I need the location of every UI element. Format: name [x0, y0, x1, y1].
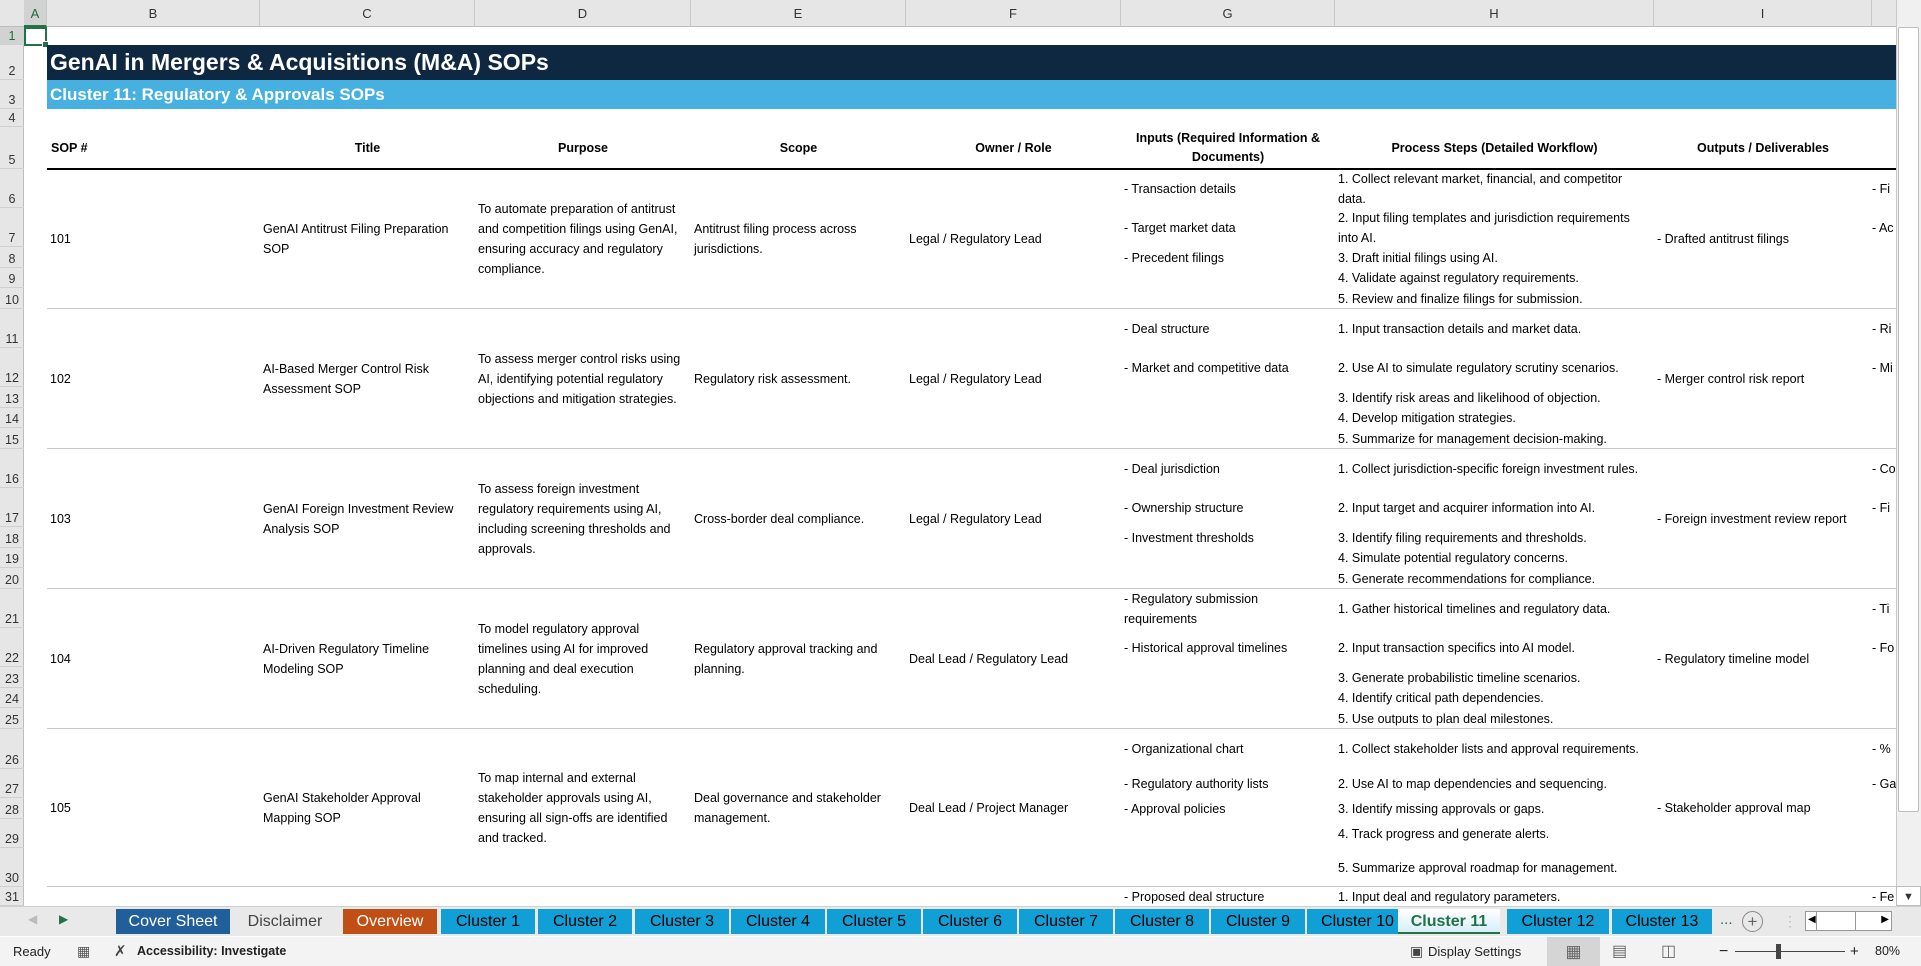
row-header-19[interactable]: 19: [0, 548, 24, 568]
sop-scope: Cross-border deal compliance.: [694, 512, 865, 526]
zoom-slider-thumb[interactable]: [1776, 944, 1781, 959]
add-sheet-icon[interactable]: +: [1742, 911, 1763, 932]
sheet-tab-cluster-12[interactable]: Cluster 12: [1507, 909, 1609, 934]
status-ready: Ready: [13, 944, 51, 959]
zoom-level[interactable]: 80%: [1875, 944, 1901, 958]
process-step: 4. Develop mitigation strategies.: [1338, 411, 1516, 425]
process-step: 2. Use AI to simulate regulatory scrutiny scenarios.: [1338, 360, 1619, 375]
row-header-9[interactable]: 9: [0, 268, 24, 288]
sop-number: 101: [50, 232, 71, 246]
page-layout-view-icon[interactable]: ▤: [1612, 943, 1628, 960]
normal-view-icon[interactable]: ▦: [1547, 937, 1600, 966]
input-item: - Historical approval timelines: [1124, 640, 1288, 655]
sheet-tab-cluster-6[interactable]: Cluster 6: [923, 909, 1017, 934]
sop-purpose: To automate preparation of antitrust and competition filings using GenAI, ensuring accuracy and regulatory compliance.: [478, 202, 678, 276]
header-steps: Process Steps (Detailed Workflow): [1391, 140, 1598, 155]
row-header-24[interactable]: 24: [0, 688, 24, 708]
process-step: 1. Input transaction details and market data.: [1338, 321, 1582, 336]
process-step: 2. Input transaction specifics into AI model.: [1338, 640, 1575, 655]
page-break-view-icon[interactable]: ◫: [1661, 943, 1677, 960]
row-header-29[interactable]: 29: [0, 819, 24, 848]
sop-purpose: To map internal and external stakeholder approvals using AI, ensuring all sign-offs are identified and tracked.: [478, 771, 668, 845]
input-item: - Investment thresholds: [1124, 530, 1254, 545]
column-header-b[interactable]: B: [47, 0, 260, 27]
row-headers: [0, 27, 24, 906]
row-header-25[interactable]: 25: [0, 708, 24, 729]
column-header-d[interactable]: D: [475, 0, 691, 27]
sop-title: GenAI Stakeholder Approval Mapping SOP: [263, 791, 421, 825]
zoom-out-button[interactable]: −: [1719, 943, 1729, 960]
sop-title: AI-Driven Regulatory Timeline Modeling SOP: [263, 642, 430, 676]
sop-scope: Regulatory approval tracking and planning.: [694, 642, 878, 676]
vertical-scroll-thumb[interactable]: [1898, 27, 1919, 812]
sop-owner: Legal / Regulatory Lead: [909, 372, 1042, 386]
process-step: 4. Validate against regulatory requirements.: [1338, 271, 1579, 285]
input-item: - Regulatory authority lists: [1124, 776, 1269, 791]
next-column-clipped: - Ti: [1872, 601, 1890, 616]
next-column-clipped: - Ac: [1872, 220, 1894, 235]
row-header-14[interactable]: 14: [0, 408, 24, 428]
process-step: 1. Collect stakeholder lists and approval requirements.: [1338, 742, 1639, 756]
sheet-tab-cluster-11[interactable]: Cluster 11: [1398, 909, 1500, 934]
accessibility-status[interactable]: Accessibility: Investigate: [137, 944, 287, 958]
display-settings-icon[interactable]: ▣: [1410, 943, 1424, 959]
row-header-18[interactable]: 18: [0, 527, 24, 548]
process-step: 1. Input deal and regulatory parameters.: [1338, 889, 1561, 904]
row-header-20[interactable]: 20: [0, 568, 24, 589]
process-step: 3. Draft initial filings using AI.: [1338, 250, 1498, 265]
row-header-17[interactable]: 17: [0, 488, 24, 527]
sop-scope: Regulatory risk assessment.: [694, 372, 852, 386]
input-item: - Approval policies: [1124, 801, 1226, 816]
row-header-15[interactable]: 15: [0, 428, 24, 449]
header-inputs: Inputs (Required Information & Documents): [1135, 131, 1321, 164]
row-header-16[interactable]: 16: [0, 449, 24, 488]
scroll-left-arrow-icon[interactable]: ◀: [1808, 914, 1816, 925]
more-tabs[interactable]: ...: [1720, 911, 1733, 928]
process-step: 2. Input filing templates and jurisdiction requirements into AI.: [1338, 210, 1630, 245]
display-settings-button[interactable]: Display Settings: [1428, 944, 1522, 959]
scroll-down-arrow-icon[interactable]: ▼: [1896, 886, 1921, 906]
header-sop: SOP #: [51, 140, 88, 155]
row-header-3[interactable]: 3: [0, 80, 24, 109]
sop-owner: Deal Lead / Regulatory Lead: [909, 652, 1069, 666]
row-header-13[interactable]: 13: [0, 387, 24, 408]
process-step: 4. Track progress and generate alerts.: [1338, 826, 1550, 841]
header-purpose: Purpose: [557, 140, 608, 155]
sheet-tab-cover-sheet[interactable]: Cover Sheet: [116, 909, 230, 934]
column-header-h[interactable]: H: [1335, 0, 1654, 27]
sheet-tab-cluster-10[interactable]: Cluster 10: [1307, 909, 1408, 934]
sop-purpose: To model regulatory approval timelines using AI for improved planning and deal execution scheduling.: [478, 622, 649, 696]
row-header-4[interactable]: 4: [0, 109, 24, 127]
process-step: 3. Identify filing requirements and thresholds.: [1338, 530, 1587, 545]
next-column-clipped: - Ri: [1872, 321, 1892, 336]
next-column-clipped: - %: [1872, 742, 1891, 756]
sop-owner: Legal / Regulatory Lead: [909, 512, 1042, 526]
row-header-6[interactable]: 6: [0, 169, 24, 208]
scroll-right-arrow-icon[interactable]: ▶: [1881, 914, 1889, 925]
sop-output: - Merger control risk report: [1657, 372, 1805, 386]
process-step: 5. Summarize approval roadmap for management.: [1338, 860, 1618, 875]
selected-cell-a1[interactable]: [24, 27, 47, 46]
process-step: 4. Identify critical path dependencies.: [1338, 691, 1544, 705]
horizontal-scroll-thumb[interactable]: [1816, 912, 1856, 930]
process-step: 5. Generate recommendations for compliance.: [1338, 571, 1596, 586]
sheet-tab-overview[interactable]: Overview: [343, 909, 437, 934]
sheet-subtitle: Cluster 11: Regulatory & Approvals SOPs: [47, 80, 1896, 109]
next-column-clipped: - Fe: [1872, 889, 1895, 904]
sheet-tab-cluster-8[interactable]: Cluster 8: [1115, 909, 1209, 934]
zoom-slider[interactable]: [1735, 951, 1845, 952]
sop-number: 104: [50, 652, 71, 666]
column-header-i[interactable]: I: [1654, 0, 1872, 27]
row-header-28[interactable]: 28: [0, 798, 24, 819]
next-column-clipped: - Ga: [1872, 776, 1896, 791]
sop-output: - Stakeholder approval map: [1657, 801, 1811, 815]
header-scope: Scope: [779, 140, 818, 155]
next-column-clipped: - Mi: [1872, 360, 1893, 375]
macro-record-icon[interactable]: ▦: [77, 943, 91, 959]
sop-purpose: To assess foreign investment regulatory requirements using AI, including screening thresholds and approvals.: [478, 482, 671, 556]
next-column-clipped: - Fi: [1872, 181, 1891, 196]
tab-scroll-right-icon[interactable]: ▶: [59, 912, 69, 926]
input-item: - Precedent filings: [1124, 250, 1225, 265]
header-outputs: Outputs / Deliverables: [1697, 140, 1829, 155]
sop-number: 105: [50, 801, 71, 815]
process-step: 5. Review and finalize filings for submission.: [1338, 291, 1583, 306]
sop-owner: Legal / Regulatory Lead: [909, 232, 1042, 246]
row-header-23[interactable]: 23: [0, 667, 24, 688]
sop-title: GenAI Foreign Investment Review Analysis SOP: [263, 502, 454, 536]
sheet-tab-cluster-7[interactable]: Cluster 7: [1019, 909, 1113, 934]
input-item: - Target market data: [1124, 220, 1236, 235]
row-header-7[interactable]: 7: [0, 208, 24, 247]
input-item: - Deal structure: [1124, 321, 1210, 336]
process-step: 1. Collect jurisdiction-specific foreign investment rules.: [1338, 461, 1639, 476]
sop-purpose: To assess merger control risks using AI, identifying potential regulatory objections and mitigation strategies.: [478, 352, 681, 406]
row-header-5[interactable]: 5: [0, 127, 24, 169]
splitter-handle[interactable]: ⋮: [1783, 913, 1797, 929]
row-header-2[interactable]: 2: [0, 45, 24, 80]
row-header-31[interactable]: 31: [0, 887, 24, 906]
accessibility-icon[interactable]: ✗: [114, 943, 127, 960]
column-header-f[interactable]: F: [906, 0, 1121, 27]
sheet-tab-cluster-1[interactable]: Cluster 1: [441, 909, 535, 934]
row-header-12[interactable]: 12: [0, 348, 24, 387]
sop-title: AI-Based Merger Control Risk Assessment SOP: [263, 362, 430, 396]
tab-scroll-left-icon[interactable]: ◀: [28, 912, 38, 926]
column-header-e[interactable]: E: [691, 0, 906, 27]
input-item: - Deal jurisdiction: [1124, 461, 1220, 476]
next-column-clipped: - Fo: [1872, 640, 1895, 655]
process-step: 5. Summarize for management decision-making.: [1338, 431, 1607, 446]
process-step: 3. Identify missing approvals or gaps.: [1338, 801, 1545, 816]
sop-output: - Drafted antitrust filings: [1657, 232, 1789, 246]
process-step: 4. Simulate potential regulatory concerns.: [1338, 551, 1568, 565]
row-header-10[interactable]: 10: [0, 288, 24, 309]
row-header-21[interactable]: 21: [0, 589, 24, 628]
process-step: 5. Use outputs to plan deal milestones.: [1338, 711, 1554, 726]
sop-scope: Deal governance and stakeholder management.: [694, 791, 881, 825]
row-header-1[interactable]: 1: [0, 27, 24, 45]
input-item: - Organizational chart: [1124, 742, 1244, 756]
sop-output: - Foreign investment review report: [1657, 512, 1847, 526]
row-header-8[interactable]: 8: [0, 247, 24, 268]
sheet-title: GenAI in Mergers & Acquisitions (M&A) SOPs: [47, 45, 1896, 80]
input-item: - Proposed deal structure: [1124, 889, 1265, 904]
process-step: 2. Use AI to map dependencies and sequencing.: [1338, 776, 1607, 791]
sop-owner: Deal Lead / Project Manager: [909, 801, 1069, 815]
sheet-tab-cluster-9[interactable]: Cluster 9: [1211, 909, 1305, 934]
next-column-clipped: - Co: [1872, 461, 1896, 476]
horizontal-scrollbar[interactable]: [1805, 911, 1892, 931]
input-item: - Regulatory submission requirements: [1124, 591, 1259, 626]
row-header-22[interactable]: 22: [0, 628, 24, 667]
input-item: - Ownership structure: [1124, 500, 1244, 515]
process-step: 3. Identify risk areas and likelihood of objection.: [1338, 390, 1601, 405]
sop-number: 103: [50, 512, 71, 526]
sop-title: GenAI Antitrust Filing Preparation SOP: [263, 222, 449, 256]
process-step: 3. Generate probabilistic timeline scenarios.: [1338, 670, 1581, 685]
header-owner: Owner / Role: [975, 140, 1052, 155]
input-item: - Transaction details: [1124, 181, 1236, 196]
sop-number: 102: [50, 372, 71, 386]
column-header-g[interactable]: G: [1121, 0, 1335, 27]
next-column-clipped: - Fi: [1872, 500, 1891, 515]
process-step: 1. Collect relevant market, financial, and competitor data.: [1338, 171, 1623, 206]
sheet-tab-bar: [0, 906, 1921, 936]
sheet-tab-cluster-3[interactable]: Cluster 3: [635, 909, 729, 934]
process-step: 1. Gather historical timelines and regulatory data.: [1338, 601, 1611, 616]
input-item: - Market and competitive data: [1124, 360, 1289, 375]
sheet-tab-cluster-5[interactable]: Cluster 5: [827, 909, 921, 934]
sheet-tab-cluster-2[interactable]: Cluster 2: [538, 909, 632, 934]
status-bar: [0, 937, 1921, 966]
sop-scope: Antitrust filing process across jurisdictions.: [694, 222, 857, 256]
column-header-c[interactable]: C: [260, 0, 475, 27]
header-title: Title: [354, 140, 381, 155]
row-header-30[interactable]: 30: [0, 848, 24, 887]
zoom-in-button[interactable]: +: [1850, 943, 1859, 960]
row-header-11[interactable]: 11: [0, 309, 24, 348]
sheet-tab-cluster-4[interactable]: Cluster 4: [731, 909, 825, 934]
column-headers: [0, 0, 1921, 27]
sheet-tab-cluster-13[interactable]: Cluster 13: [1612, 909, 1712, 934]
row-header-27[interactable]: 27: [0, 769, 24, 798]
column-header-a[interactable]: A: [24, 0, 47, 27]
sheet-tab-disclaimer[interactable]: Disclaimer: [235, 909, 335, 934]
process-step: 2. Input target and acquirer information into AI.: [1338, 500, 1596, 515]
row-header-26[interactable]: 26: [0, 729, 24, 769]
sop-output: - Regulatory timeline model: [1657, 652, 1810, 666]
